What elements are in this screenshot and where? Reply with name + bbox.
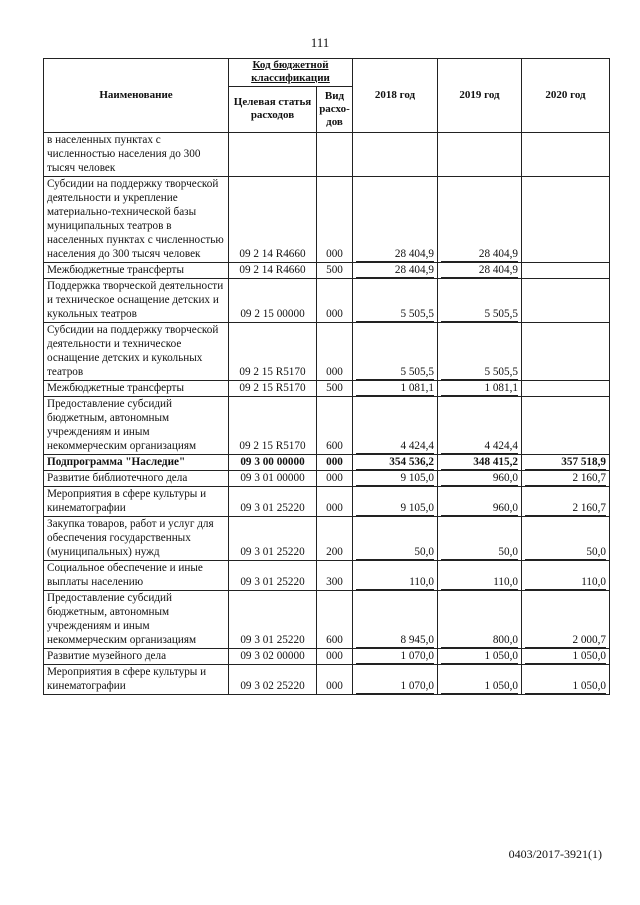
row-value-2018-text: 50,0 (356, 545, 434, 560)
row-value-2018 (353, 381, 438, 397)
table-row (44, 133, 610, 177)
row-target-item: 09 3 01 25220 (229, 517, 317, 561)
row-expense-type: 000 (317, 279, 353, 323)
row-value-2020 (522, 487, 610, 517)
row-target-item: 09 2 14 R4660 (229, 263, 317, 279)
row-value-2020-text: 2 160,7 (525, 471, 606, 486)
row-expense-type: 000 (317, 649, 353, 665)
row-value-2018 (353, 591, 438, 649)
row-value-2019 (438, 517, 522, 561)
row-expense-type: 300 (317, 561, 353, 591)
table-row (44, 279, 610, 323)
row-name: Поддержка творческой деятельности и техническое оснащение детских и кукольных театров (44, 279, 229, 323)
table-header (44, 59, 610, 133)
row-target-item: 09 2 15 R5170 (229, 381, 317, 397)
row-name: Развитие библиотечного дела (44, 471, 229, 487)
row-value-2020-text (525, 264, 606, 278)
row-value-2020-text: 50,0 (525, 545, 606, 560)
row-value-2020 (522, 279, 610, 323)
row-value-2020 (522, 263, 610, 279)
header-2019: 2019 год (438, 59, 522, 133)
table-row (44, 381, 610, 397)
row-value-2020 (522, 591, 610, 649)
row-name: Развитие музейного дела (44, 649, 229, 665)
row-value-2018-text: 5 505,5 (356, 365, 434, 380)
row-target-item: 09 3 01 25220 (229, 487, 317, 517)
row-value-2020-text: 2 000,7 (525, 633, 606, 648)
row-value-2019-text: 348 415,2 (441, 455, 518, 470)
row-value-2020 (522, 665, 610, 695)
row-name: Межбюджетные трансферты (44, 263, 229, 279)
row-value-2018 (353, 561, 438, 591)
row-value-2020 (522, 471, 610, 487)
row-target-item: 09 2 15 R5170 (229, 397, 317, 455)
row-value-2020 (522, 177, 610, 263)
row-expense-type: 600 (317, 591, 353, 649)
row-value-2019-text: 1 081,1 (441, 381, 518, 396)
row-target-item: 09 2 14 R4660 (229, 177, 317, 263)
row-value-2018-text: 1 081,1 (356, 381, 434, 396)
row-name: Подпрограмма "Наследие" (44, 455, 229, 471)
row-target-item: 09 3 01 00000 (229, 471, 317, 487)
header-expense-type: Вид расхо-дов (317, 87, 353, 133)
row-name: Социальное обеспечение и иные выплаты населению (44, 561, 229, 591)
table-row (44, 649, 610, 665)
row-value-2018 (353, 177, 438, 263)
row-value-2018 (353, 649, 438, 665)
row-value-2019 (438, 471, 522, 487)
row-expense-type: 600 (317, 397, 353, 455)
table-row (44, 517, 610, 561)
row-name: Мероприятия в сфере культуры и кинематографии (44, 487, 229, 517)
row-value-2019-text: 960,0 (441, 471, 518, 486)
row-name: в населенных пунктах с численностью населения до 300 тысяч человек (44, 133, 229, 177)
row-value-2018-text: 28 404,9 (356, 247, 434, 262)
document-code: 0403/2017-3921(1) (508, 847, 602, 861)
row-value-2018-text: 1 070,0 (356, 649, 434, 664)
row-expense-type (317, 133, 353, 177)
row-target-item: 09 3 02 25220 (229, 665, 317, 695)
row-value-2019 (438, 591, 522, 649)
table-row (44, 177, 610, 263)
row-value-2020-text (525, 162, 606, 176)
row-value-2018-text: 110,0 (356, 575, 434, 590)
row-value-2019 (438, 177, 522, 263)
row-value-2020-text (525, 382, 606, 396)
row-value-2020 (522, 561, 610, 591)
row-value-2020 (522, 381, 610, 397)
row-value-2018 (353, 397, 438, 455)
row-value-2019-text: 800,0 (441, 633, 518, 648)
row-value-2018 (353, 279, 438, 323)
row-name: Закупка товаров, работ и услуг для обеспечения государственных (муниципальных) нужд (44, 517, 229, 561)
row-value-2018-text: 9 105,0 (356, 471, 434, 486)
header-2018: 2018 год (353, 59, 438, 133)
table-row (44, 263, 610, 279)
row-value-2019-text: 1 050,0 (441, 649, 518, 664)
row-value-2018 (353, 455, 438, 471)
header-code-group: Код бюджетной классификации (229, 59, 353, 87)
row-value-2019 (438, 381, 522, 397)
page-number: 111 (310, 35, 330, 50)
row-value-2020-text: 357 518,9 (525, 455, 606, 470)
row-value-2018 (353, 471, 438, 487)
table-row (44, 471, 610, 487)
row-value-2020 (522, 649, 610, 665)
table-row (44, 561, 610, 591)
row-value-2020-text: 1 050,0 (525, 649, 606, 664)
row-expense-type: 000 (317, 177, 353, 263)
row-expense-type: 000 (317, 471, 353, 487)
row-value-2019-text: 110,0 (441, 575, 518, 590)
row-expense-type: 000 (317, 323, 353, 381)
row-value-2019-text: 1 050,0 (441, 679, 518, 694)
row-expense-type: 000 (317, 487, 353, 517)
row-value-2020 (522, 455, 610, 471)
row-value-2018-text: 8 945,0 (356, 633, 434, 648)
row-target-item: 09 3 00 00000 (229, 455, 317, 471)
row-value-2018-text (356, 162, 434, 176)
row-value-2020-text (525, 308, 606, 322)
row-value-2019-text: 28 404,9 (441, 263, 518, 278)
row-expense-type: 000 (317, 455, 353, 471)
row-value-2019-text: 28 404,9 (441, 247, 518, 262)
header-target-item: Целевая статья расходов (229, 87, 317, 133)
row-target-item: 09 3 01 25220 (229, 591, 317, 649)
row-value-2019-text: 4 424,4 (441, 439, 518, 454)
row-value-2018 (353, 323, 438, 381)
table-row (44, 397, 610, 455)
row-target-item: 09 3 01 25220 (229, 561, 317, 591)
row-name: Предоставление субсидий бюджетным, автономным учреждениям и иным некоммерческим организациям (44, 397, 229, 455)
row-value-2018 (353, 133, 438, 177)
table-row (44, 487, 610, 517)
row-name: Предоставление субсидий бюджетным, автономным учреждениям и иным некоммерческим организациям (44, 591, 229, 649)
row-target-item: 09 2 15 00000 (229, 279, 317, 323)
row-value-2018-text: 354 536,2 (356, 455, 434, 470)
row-target-item: 09 3 02 00000 (229, 649, 317, 665)
row-value-2019-text (441, 162, 518, 176)
row-expense-type: 200 (317, 517, 353, 561)
row-expense-type: 500 (317, 381, 353, 397)
row-value-2019 (438, 279, 522, 323)
row-value-2020-text: 110,0 (525, 575, 606, 590)
row-value-2020 (522, 397, 610, 455)
header-name: Наименование (44, 59, 229, 133)
row-value-2019-text: 5 505,5 (441, 307, 518, 322)
table-row (44, 665, 610, 695)
table-row (44, 455, 610, 471)
table-row (44, 323, 610, 381)
row-value-2019 (438, 133, 522, 177)
row-value-2019-text: 50,0 (441, 545, 518, 560)
row-name: Субсидии на поддержку творческой деятельности и укрепление материально-технической базы муниципальных театров в населенных пунктах с численностью населения до 300 тысяч человек (44, 177, 229, 263)
row-value-2020-text (525, 248, 606, 262)
row-value-2018-text: 4 424,4 (356, 439, 434, 454)
row-value-2020 (522, 517, 610, 561)
row-value-2019-text: 5 505,5 (441, 365, 518, 380)
row-value-2018-text: 5 505,5 (356, 307, 434, 322)
row-expense-type: 500 (317, 263, 353, 279)
row-value-2020-text (525, 366, 606, 380)
header-2020: 2020 год (522, 59, 610, 133)
row-value-2020 (522, 133, 610, 177)
row-value-2019 (438, 561, 522, 591)
row-value-2018 (353, 665, 438, 695)
row-name: Межбюджетные трансферты (44, 381, 229, 397)
row-value-2020 (522, 323, 610, 381)
row-value-2020-text (525, 440, 606, 454)
row-value-2020-text: 2 160,7 (525, 501, 606, 516)
row-value-2019 (438, 263, 522, 279)
row-value-2019 (438, 487, 522, 517)
row-name: Мероприятия в сфере культуры и кинематографии (44, 665, 229, 695)
row-target-item: 09 2 15 R5170 (229, 323, 317, 381)
row-value-2019 (438, 455, 522, 471)
row-value-2020-text: 1 050,0 (525, 679, 606, 694)
row-target-item (229, 133, 317, 177)
row-value-2019 (438, 665, 522, 695)
table-body (44, 133, 610, 695)
row-value-2019 (438, 323, 522, 381)
row-expense-type: 000 (317, 665, 353, 695)
table-row (44, 591, 610, 649)
row-value-2019 (438, 649, 522, 665)
row-name: Субсидии на поддержку творческой деятельности и техническое оснащение детских и кукольных театров (44, 323, 229, 381)
row-value-2018 (353, 263, 438, 279)
row-value-2018 (353, 517, 438, 561)
row-value-2019 (438, 397, 522, 455)
row-value-2018-text: 9 105,0 (356, 501, 434, 516)
row-value-2018-text: 1 070,0 (356, 679, 434, 694)
row-value-2018 (353, 487, 438, 517)
row-value-2018-text: 28 404,9 (356, 263, 434, 278)
row-value-2019-text: 960,0 (441, 501, 518, 516)
budget-table (43, 58, 610, 695)
